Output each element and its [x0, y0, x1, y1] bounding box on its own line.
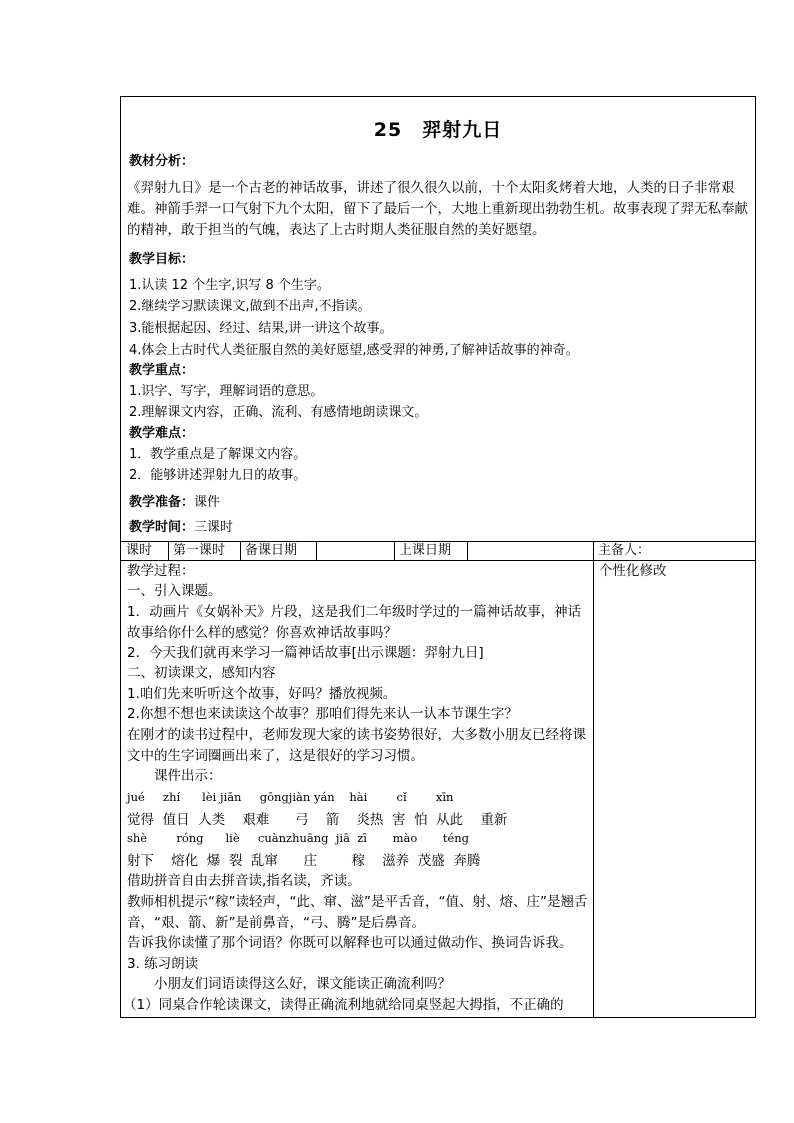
- goal-item: 4.体会上古时代人类征服自然的美好愿望,感受羿的神勇,了解神话故事的神奇。: [129, 343, 579, 358]
- difficulty-item: 2．能够讲述羿射九日的故事。: [129, 468, 307, 483]
- prep-date-label: 备课日期: [245, 543, 298, 558]
- key-point-item: 2.理解课文内容，正确、流利、有感情地朗读课文。: [129, 405, 428, 420]
- duration-value: 三课时: [194, 520, 234, 535]
- schedule-header-row: [121, 541, 755, 561]
- process-line: 1.咱们先来听听这个故事，好吗？播放视频。: [127, 686, 397, 702]
- goals-heading: 教学目标：: [129, 252, 195, 267]
- lesson-plan-sheet: [120, 96, 756, 1018]
- key-point-item: 1.识字、写字，理解词语的意思。: [129, 384, 324, 399]
- lesson-label: 课时: [126, 543, 153, 558]
- process-line: 小朋友们词语读得这么好，课文能读正确流利吗？: [127, 976, 451, 992]
- process-line: 借助拼音自由去拼音读,指名读，齐读。: [127, 873, 361, 889]
- process-line: （1）同桌合作轮读课文，读得正确流利地就给同桌竖起大拇指，不正确的: [123, 997, 564, 1013]
- class-date-label: 上课日期: [399, 543, 452, 558]
- preparation-value: 课件: [194, 495, 221, 510]
- preparation-label: 教学准备：: [129, 495, 195, 510]
- prep-date-value[interactable]: [316, 542, 394, 560]
- personalization-label: 个性化修改: [599, 563, 667, 579]
- process-line: 1．动画片《女娲补天》片段，这是我们二年级时学过的一篇神话故事，神话故事给你什么样的感觉？你喜欢神话故事吗？: [127, 604, 582, 641]
- goal-item: 3.能根据起因、经过、结果,讲一讲这个故事。: [129, 321, 393, 336]
- pinyin-row: shè róng liè cuànzhuāng jiā zī mào téng: [127, 831, 470, 845]
- page-title: 25 羿射九日: [373, 119, 503, 141]
- process-line: 2.你想不想也来读读这个故事？那咱们得先来认一认本节课生字？: [127, 706, 518, 722]
- duration-row: [129, 517, 233, 538]
- preparation-row: [129, 492, 220, 513]
- vocab-row: 觉得 值日 人类 艰难 弓 箭 炎热 害 怕 从此 重新: [127, 812, 508, 828]
- vocab-row: 射下 熔化 爆 裂 乱窜 庄 稼 滋养 茂盛 奔腾: [127, 853, 481, 869]
- lesson-overview: [121, 97, 755, 541]
- duration-label: 教学时间：: [129, 520, 195, 535]
- goal-item: 2.继续学习默读课文,做到不出声,不指读。: [129, 299, 371, 314]
- lesson-value: 第一课时: [173, 543, 226, 558]
- process-line: 一、引入课题。: [127, 583, 222, 599]
- class-date-value[interactable]: [467, 542, 593, 560]
- process-line: 告诉我你读懂了那个词语？你既可以解释也可以通过做动作、换词告诉我。: [127, 935, 573, 951]
- process-line: 二、初读课文，感知内容: [127, 665, 276, 681]
- process-line: 在刚才的读书过程中，老师发现大家的读书姿势很好，大多数小朋友已经将课文中的生字词圈画出来了，这是很好的学习习惯。: [127, 727, 586, 764]
- process-line: 3. 练习朗读: [127, 956, 199, 972]
- process-line: 教师相机提示“稼”读轻声，“此、窜、滋”是平舌音，“值、射、熔、庄”是翘舌音，“艰、箭、新”是前鼻音，“弓、腾”是后鼻音。: [127, 894, 588, 931]
- process-line: 教学过程：: [127, 563, 195, 579]
- preparer-label: 主备人：: [598, 543, 651, 558]
- analysis-text: 《羿射九日》是一个古老的神话故事，讲述了很久很久以前，十个太阳炙烤着大地，人类的日子非常艰难。神箭手羿一口气射下九个太阳，留下了最后一个，大地上重新现出勃勃生机。故事表现了羿无私奉献的精神，敢于担当的气魄，表达了上古时期人类征服自然的美好愿望。: [127, 180, 748, 238]
- pinyin-row: jué zhí lèi jiān gōngjiàn yán hài cǐ xīn: [127, 790, 454, 804]
- personalization-column[interactable]: [593, 561, 755, 1018]
- teaching-process: [121, 561, 593, 1018]
- process-line: 课件出示：: [127, 768, 222, 784]
- difficulty-item: 1．教学重点是了解课文内容。: [129, 447, 307, 462]
- key-points-heading: 教学重点：: [129, 363, 195, 378]
- goal-item: 1.认读 12 个生字,识写 8 个生字。: [129, 278, 330, 293]
- analysis-heading: 教材分析：: [129, 154, 195, 169]
- difficulties-heading: 教学难点：: [129, 426, 195, 441]
- process-line: 2．今天我们就再来学习一篇神话故事[出示课题：羿射九日]: [127, 645, 484, 661]
